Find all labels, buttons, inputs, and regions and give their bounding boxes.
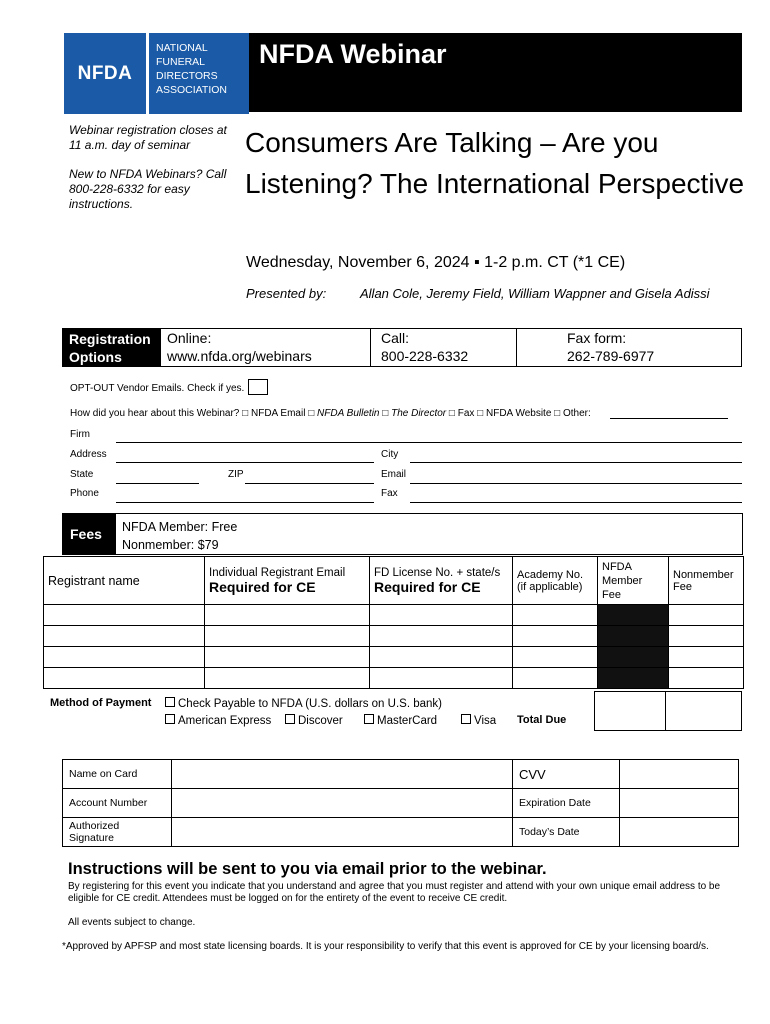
option-checkbox[interactable]: □ [448, 408, 455, 419]
payment-check-option[interactable] [165, 697, 442, 710]
event-title: Consumers Are Talking – Are you Listening? The International Perspective [245, 127, 745, 199]
fax-number: 262-789-6977 [567, 348, 655, 364]
todays-date-field[interactable] [620, 818, 739, 847]
instructions-heading: Instructions will be sent to you via email prior to the webinar. [68, 860, 547, 878]
cell[interactable] [205, 668, 370, 689]
cell[interactable] [370, 647, 513, 668]
col-email [205, 557, 370, 605]
col-academy-line: (if applicable) [517, 580, 583, 593]
label-line: Options [69, 349, 122, 365]
shaded-cell [598, 647, 669, 668]
shaded-cell [598, 668, 669, 689]
col-license-required: Required for CE [374, 578, 481, 595]
mastercard-checkbox[interactable] [364, 714, 374, 724]
hear-option-website: NFDA Website [486, 408, 552, 419]
col-academy-line: Academy No. [517, 568, 584, 581]
name-on-card-label: Name on Card [63, 760, 172, 789]
col-license-label: FD License No. + state/s [374, 566, 501, 579]
zip-label: ZIP [228, 469, 244, 480]
visa-label: Visa [474, 715, 497, 727]
shaded-cell [598, 626, 669, 647]
cell[interactable] [44, 647, 205, 668]
nfda-logo-mark: NFDA [64, 33, 146, 114]
header-title: NFDA Webinar [249, 33, 742, 112]
fax-field[interactable] [410, 502, 742, 503]
member-fee: NFDA Member: Free [122, 520, 238, 534]
cell[interactable] [205, 647, 370, 668]
call-label: Call: [381, 330, 410, 346]
cvv-field[interactable] [620, 760, 739, 789]
total-due-nonmember-box[interactable] [665, 691, 742, 731]
table-row [44, 605, 744, 626]
cell[interactable] [44, 605, 205, 626]
account-number-label: Account Number [63, 789, 172, 818]
presenters: Allan Cole, Jeremy Field, William Wappner and Gisela Adissi [360, 286, 710, 301]
registrant-table [43, 556, 744, 689]
reg-divider [370, 329, 371, 366]
col-license [370, 557, 513, 605]
phone-field[interactable] [116, 502, 374, 503]
col-nonmember-line: Nonmember [673, 568, 734, 581]
cell[interactable] [669, 605, 744, 626]
call-option [381, 329, 468, 365]
option-checkbox[interactable]: □ [382, 408, 389, 419]
subject-to-change: All events subject to change. [68, 917, 196, 928]
city-field[interactable] [410, 462, 742, 463]
payment-visa-option[interactable] [461, 714, 496, 727]
payment-amex-option[interactable] [165, 714, 271, 727]
total-due-label: Total Due [517, 714, 567, 726]
firm-label: Firm [70, 429, 90, 440]
cell[interactable] [513, 647, 598, 668]
zip-field[interactable] [245, 483, 374, 484]
cell[interactable] [669, 668, 744, 689]
check-checkbox[interactable] [165, 697, 175, 707]
optout-text: OPT-OUT Vendor Emails. Check if yes. [70, 383, 245, 394]
presented-by-label: Presented by: [246, 286, 327, 301]
card-row [63, 789, 739, 818]
signature-label: Authorized Signature [63, 818, 172, 847]
new-to-webinars-note: New to NFDA Webinars? Call 800-228-6332 for easy instructions. [69, 167, 227, 211]
payment-label: Method of Payment [50, 697, 152, 709]
total-due-member-box[interactable] [594, 691, 666, 731]
label-line: Registration [69, 331, 151, 347]
registration-close-note: Webinar registration closes at 11 a.m. day of seminar [69, 123, 227, 152]
cell[interactable] [370, 605, 513, 626]
table-row [44, 647, 744, 668]
signature-field[interactable] [172, 818, 513, 847]
registration-options-label [63, 329, 161, 366]
fax-label: Fax form: [567, 330, 627, 346]
call-number: 800-228-6332 [381, 348, 469, 364]
logo-line: ASSOCIATION [156, 84, 227, 96]
table-row [44, 626, 744, 647]
expiration-label: Expiration Date [513, 789, 620, 818]
logo-line: FUNERAL [156, 56, 206, 68]
fees-label: Fees [63, 514, 116, 554]
col-email-label: Individual Registrant Email [209, 566, 346, 579]
hear-option-bulletin: NFDA Bulletin [317, 408, 380, 419]
hear-about-row [70, 408, 591, 419]
hear-option-nfda-email: NFDA Email [250, 408, 306, 419]
mastercard-label: MasterCard [377, 715, 438, 727]
address-field[interactable] [116, 462, 374, 463]
phone-label: Phone [70, 488, 99, 499]
nfda-logo-text [149, 33, 249, 114]
nonmember-fee: Nonmember: $79 [122, 538, 219, 552]
option-checkbox[interactable]: □ [242, 408, 249, 419]
state-label: State [70, 469, 94, 480]
instructions-paragraph: By registering for this event you indicate that you understand and agree that you must register and attend with your own unique email address to be eligible for CE credit. Attendees must be logged on for the entirety of the event to receive CE credit. [68, 881, 721, 904]
cell[interactable] [513, 605, 598, 626]
payment-discover-option[interactable] [285, 714, 343, 727]
name-on-card-field[interactable] [172, 760, 513, 789]
col-member-line: Member [602, 574, 643, 587]
address-label: Address [70, 449, 107, 460]
option-checkbox[interactable]: □ [554, 408, 561, 419]
amex-label: American Express [178, 715, 272, 727]
col-nonmember-fee [669, 557, 744, 605]
cell[interactable] [44, 668, 205, 689]
fax-field-label: Fax [381, 488, 398, 499]
visa-checkbox[interactable] [461, 714, 471, 724]
email-label: Email [381, 469, 407, 480]
event-date: Wednesday, November 6, 2024 ▪ 1-2 p.m. CT (*1 CE) [246, 254, 626, 271]
option-checkbox[interactable]: □ [477, 408, 484, 419]
cell[interactable] [370, 668, 513, 689]
payment-mastercard-option[interactable] [364, 714, 437, 727]
email-field[interactable] [410, 483, 742, 484]
table-header-row [44, 557, 744, 605]
col-nonmember-line: Fee [673, 580, 692, 593]
table-row [44, 668, 744, 689]
cell[interactable] [513, 626, 598, 647]
optout-checkbox[interactable] [248, 379, 268, 395]
cell[interactable] [205, 626, 370, 647]
hear-option-fax: Fax [457, 408, 475, 419]
fees-text [122, 518, 237, 554]
check-label: Check Payable to NFDA (U.S. dollars on U.S. bank) [178, 698, 442, 710]
state-field[interactable] [116, 483, 199, 484]
cell[interactable] [205, 605, 370, 626]
col-member-line: Fee [602, 588, 621, 601]
discover-checkbox[interactable] [285, 714, 295, 724]
firm-field[interactable] [116, 442, 742, 443]
city-label: City [381, 449, 399, 460]
account-number-field[interactable] [172, 789, 513, 818]
hear-option-director: The Director [391, 408, 447, 419]
card-table [62, 759, 739, 847]
hear-option-other: Other: [563, 408, 591, 419]
amex-checkbox[interactable] [165, 714, 175, 724]
col-academy [513, 557, 598, 605]
approval-note: *Approved by APFSP and most state licensing boards. It is your responsibility to verify that this event is approved for CE by your licensing board/s. [62, 941, 709, 952]
card-row [63, 760, 739, 789]
col-email-required: Required for CE [209, 578, 316, 595]
todays-date-label: Today’s Date [513, 818, 620, 847]
cell[interactable] [44, 626, 205, 647]
col-member-fee [598, 557, 669, 605]
cell[interactable] [370, 626, 513, 647]
cell[interactable] [669, 626, 744, 647]
logo-line: NATIONAL [156, 42, 208, 54]
card-row [63, 818, 739, 847]
cell[interactable] [669, 647, 744, 668]
cell[interactable] [513, 668, 598, 689]
fax-option [567, 329, 654, 365]
logo-line: DIRECTORS [156, 70, 218, 82]
discover-label: Discover [298, 715, 343, 727]
shaded-cell [598, 605, 669, 626]
hear-about-question: How did you hear about this Webinar? [70, 408, 240, 419]
col-member-line: NFDA [602, 560, 632, 573]
expiration-field[interactable] [620, 789, 739, 818]
cvv-label: CVV [513, 760, 620, 789]
reg-divider [516, 329, 517, 366]
col-registrant-name: Registrant name [44, 557, 205, 605]
online-url[interactable]: www.nfda.org/webinars [167, 348, 312, 364]
online-option [167, 329, 312, 365]
other-fill-line[interactable] [610, 418, 728, 419]
option-checkbox[interactable]: □ [308, 408, 315, 419]
online-label: Online: [167, 330, 212, 346]
